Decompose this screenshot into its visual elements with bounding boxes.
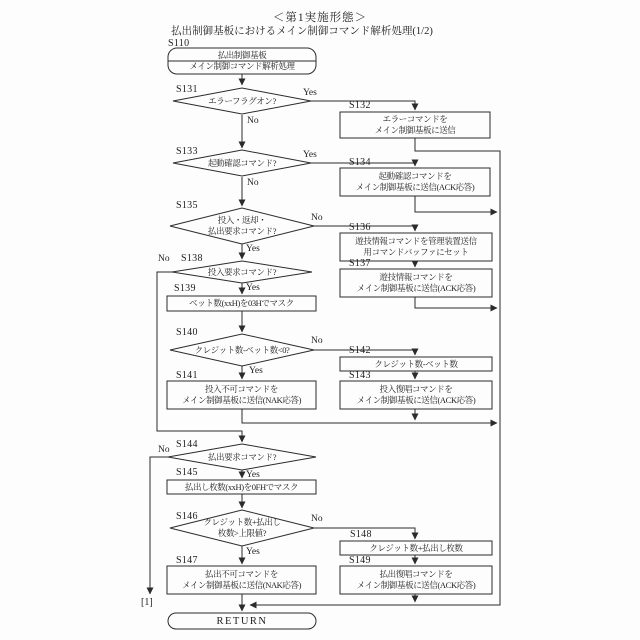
decision-s133-text: 起動確認コマンド? xyxy=(207,157,277,168)
yes-label-s140: Yes xyxy=(249,366,263,376)
yes-label-s146: Yes xyxy=(246,547,260,557)
s146-line1: クレジット数+払出し xyxy=(203,517,281,527)
s134-line2: メイン制御基板に送信(ACK応答) xyxy=(355,182,475,192)
yes-label-s133: Yes xyxy=(303,150,317,160)
step-label-s142: S142 xyxy=(349,345,371,356)
s146-line2: 枚数>上限値? xyxy=(217,528,267,538)
process-s148: クレジット数+払出し枚数 xyxy=(369,542,463,553)
s132-line1: エラーコマンドを xyxy=(382,114,448,124)
process-s141 xyxy=(167,381,316,409)
s110-line1: 払出制御基板 xyxy=(217,50,267,60)
decision-s135-text xyxy=(177,214,307,238)
no-label-s140: No xyxy=(311,336,323,346)
step-label-s134: S134 xyxy=(349,157,371,168)
figure-title: ＜第1実施形態＞ xyxy=(272,12,368,24)
no-label-s135: No xyxy=(311,213,323,223)
no-label-s138: No xyxy=(158,254,170,264)
step-label-s110: S110 xyxy=(168,38,190,49)
step-label-s138: S138 xyxy=(181,253,203,264)
yes-label-s138: Yes xyxy=(246,283,260,293)
step-label-s139: S139 xyxy=(174,283,196,294)
yes-label-s135: Yes xyxy=(246,244,260,254)
step-label-s147: S147 xyxy=(176,555,198,566)
decision-s140-text: クレジット数-ベット数<0? xyxy=(194,344,290,355)
step-label-s144: S144 xyxy=(176,439,198,450)
step-label-s141: S141 xyxy=(176,370,198,381)
process-s147 xyxy=(167,566,316,594)
s147-line1: 払出不可コマンドを xyxy=(205,569,278,579)
step-label-s136: S136 xyxy=(349,222,371,233)
yes-label-s144: Yes xyxy=(246,470,260,480)
step-label-s143: S143 xyxy=(349,370,371,381)
start-terminal-s110 xyxy=(168,48,316,74)
process-s143 xyxy=(340,381,492,409)
step-label-s149: S149 xyxy=(349,555,371,566)
process-s145: 払出し枚数(xxH)を0FHでマスク xyxy=(184,481,299,492)
s147-line2: メイン制御基板に送信(NAK応答) xyxy=(181,580,302,590)
step-label-s135: S135 xyxy=(176,200,198,211)
process-s137 xyxy=(340,269,492,297)
no-label-s133: No xyxy=(247,178,259,188)
process-s134 xyxy=(340,168,490,196)
no-label-s131: No xyxy=(247,116,259,126)
offpage-connector-label: [1] xyxy=(141,597,153,608)
step-label-s146: S146 xyxy=(176,511,198,522)
s135-line2: 払出要求コマンド? xyxy=(207,226,277,236)
process-s139: ベット数(xxH)を03Hでマスク xyxy=(189,298,294,308)
s137-line1: 遊技情報コマンドを xyxy=(379,272,453,282)
step-label-s140: S140 xyxy=(176,327,198,338)
s132-line2: メイン制御基板に送信 xyxy=(374,125,456,135)
s136-line1: 遊技情報コマンドを管理装置送信 xyxy=(355,236,477,246)
edge-s134-to-collector xyxy=(415,196,497,212)
decision-s131-text: エラーフラグオン? xyxy=(208,95,276,106)
decision-s138-text: 投入要求コマンド? xyxy=(207,266,277,277)
decision-s144-text: 払出要求コマンド? xyxy=(207,451,277,462)
edge-s137-to-collector xyxy=(415,297,497,308)
no-label-s146: No xyxy=(311,514,323,524)
s134-line1: 起動確認コマンドを xyxy=(378,171,452,181)
s149-line1: 払出復唱コマンドを xyxy=(379,569,453,579)
s137-line2: メイン制御基板に送信(ACK応答) xyxy=(356,283,476,293)
s143-line1: 投入復唱コマンドを xyxy=(379,384,453,394)
s141-line1: 投入不可コマンドを xyxy=(205,384,278,394)
s141-line2: メイン制御基板に送信(NAK応答) xyxy=(181,395,302,405)
step-label-s148: S148 xyxy=(350,529,372,540)
step-label-s133: S133 xyxy=(176,146,198,157)
step-label-s131: S131 xyxy=(176,84,198,95)
yes-label-s131: Yes xyxy=(303,88,317,98)
s110-line2: メイン制御コマンド解析処理 xyxy=(189,61,295,71)
step-label-s145: S145 xyxy=(176,467,198,478)
process-s136 xyxy=(340,233,492,261)
s143-line2: メイン制御基板に送信(ACK応答) xyxy=(356,395,476,405)
figure-subtitle: 払出制御基板におけるメイン制御コマンド解析処理(1/2) xyxy=(171,26,433,37)
no-label-s144: No xyxy=(158,445,170,455)
process-s132 xyxy=(340,112,490,138)
step-label-s132: S132 xyxy=(349,100,371,111)
process-s142: クレジット数-ベット数 xyxy=(374,358,458,369)
edge-s144-no-offpage xyxy=(150,457,168,594)
decision-s146-text xyxy=(177,515,307,541)
edge-s141-to-collector xyxy=(242,409,497,423)
s149-line2: メイン制御基板に送信(ACK応答) xyxy=(356,580,476,590)
step-label-s137: S137 xyxy=(349,258,371,269)
process-s149 xyxy=(340,566,492,594)
return-terminal-label: RETURN xyxy=(216,615,268,627)
s135-line1: 投入・返却・ xyxy=(217,215,267,225)
s136-line2: 用コマンドバッファにセット xyxy=(363,247,469,257)
